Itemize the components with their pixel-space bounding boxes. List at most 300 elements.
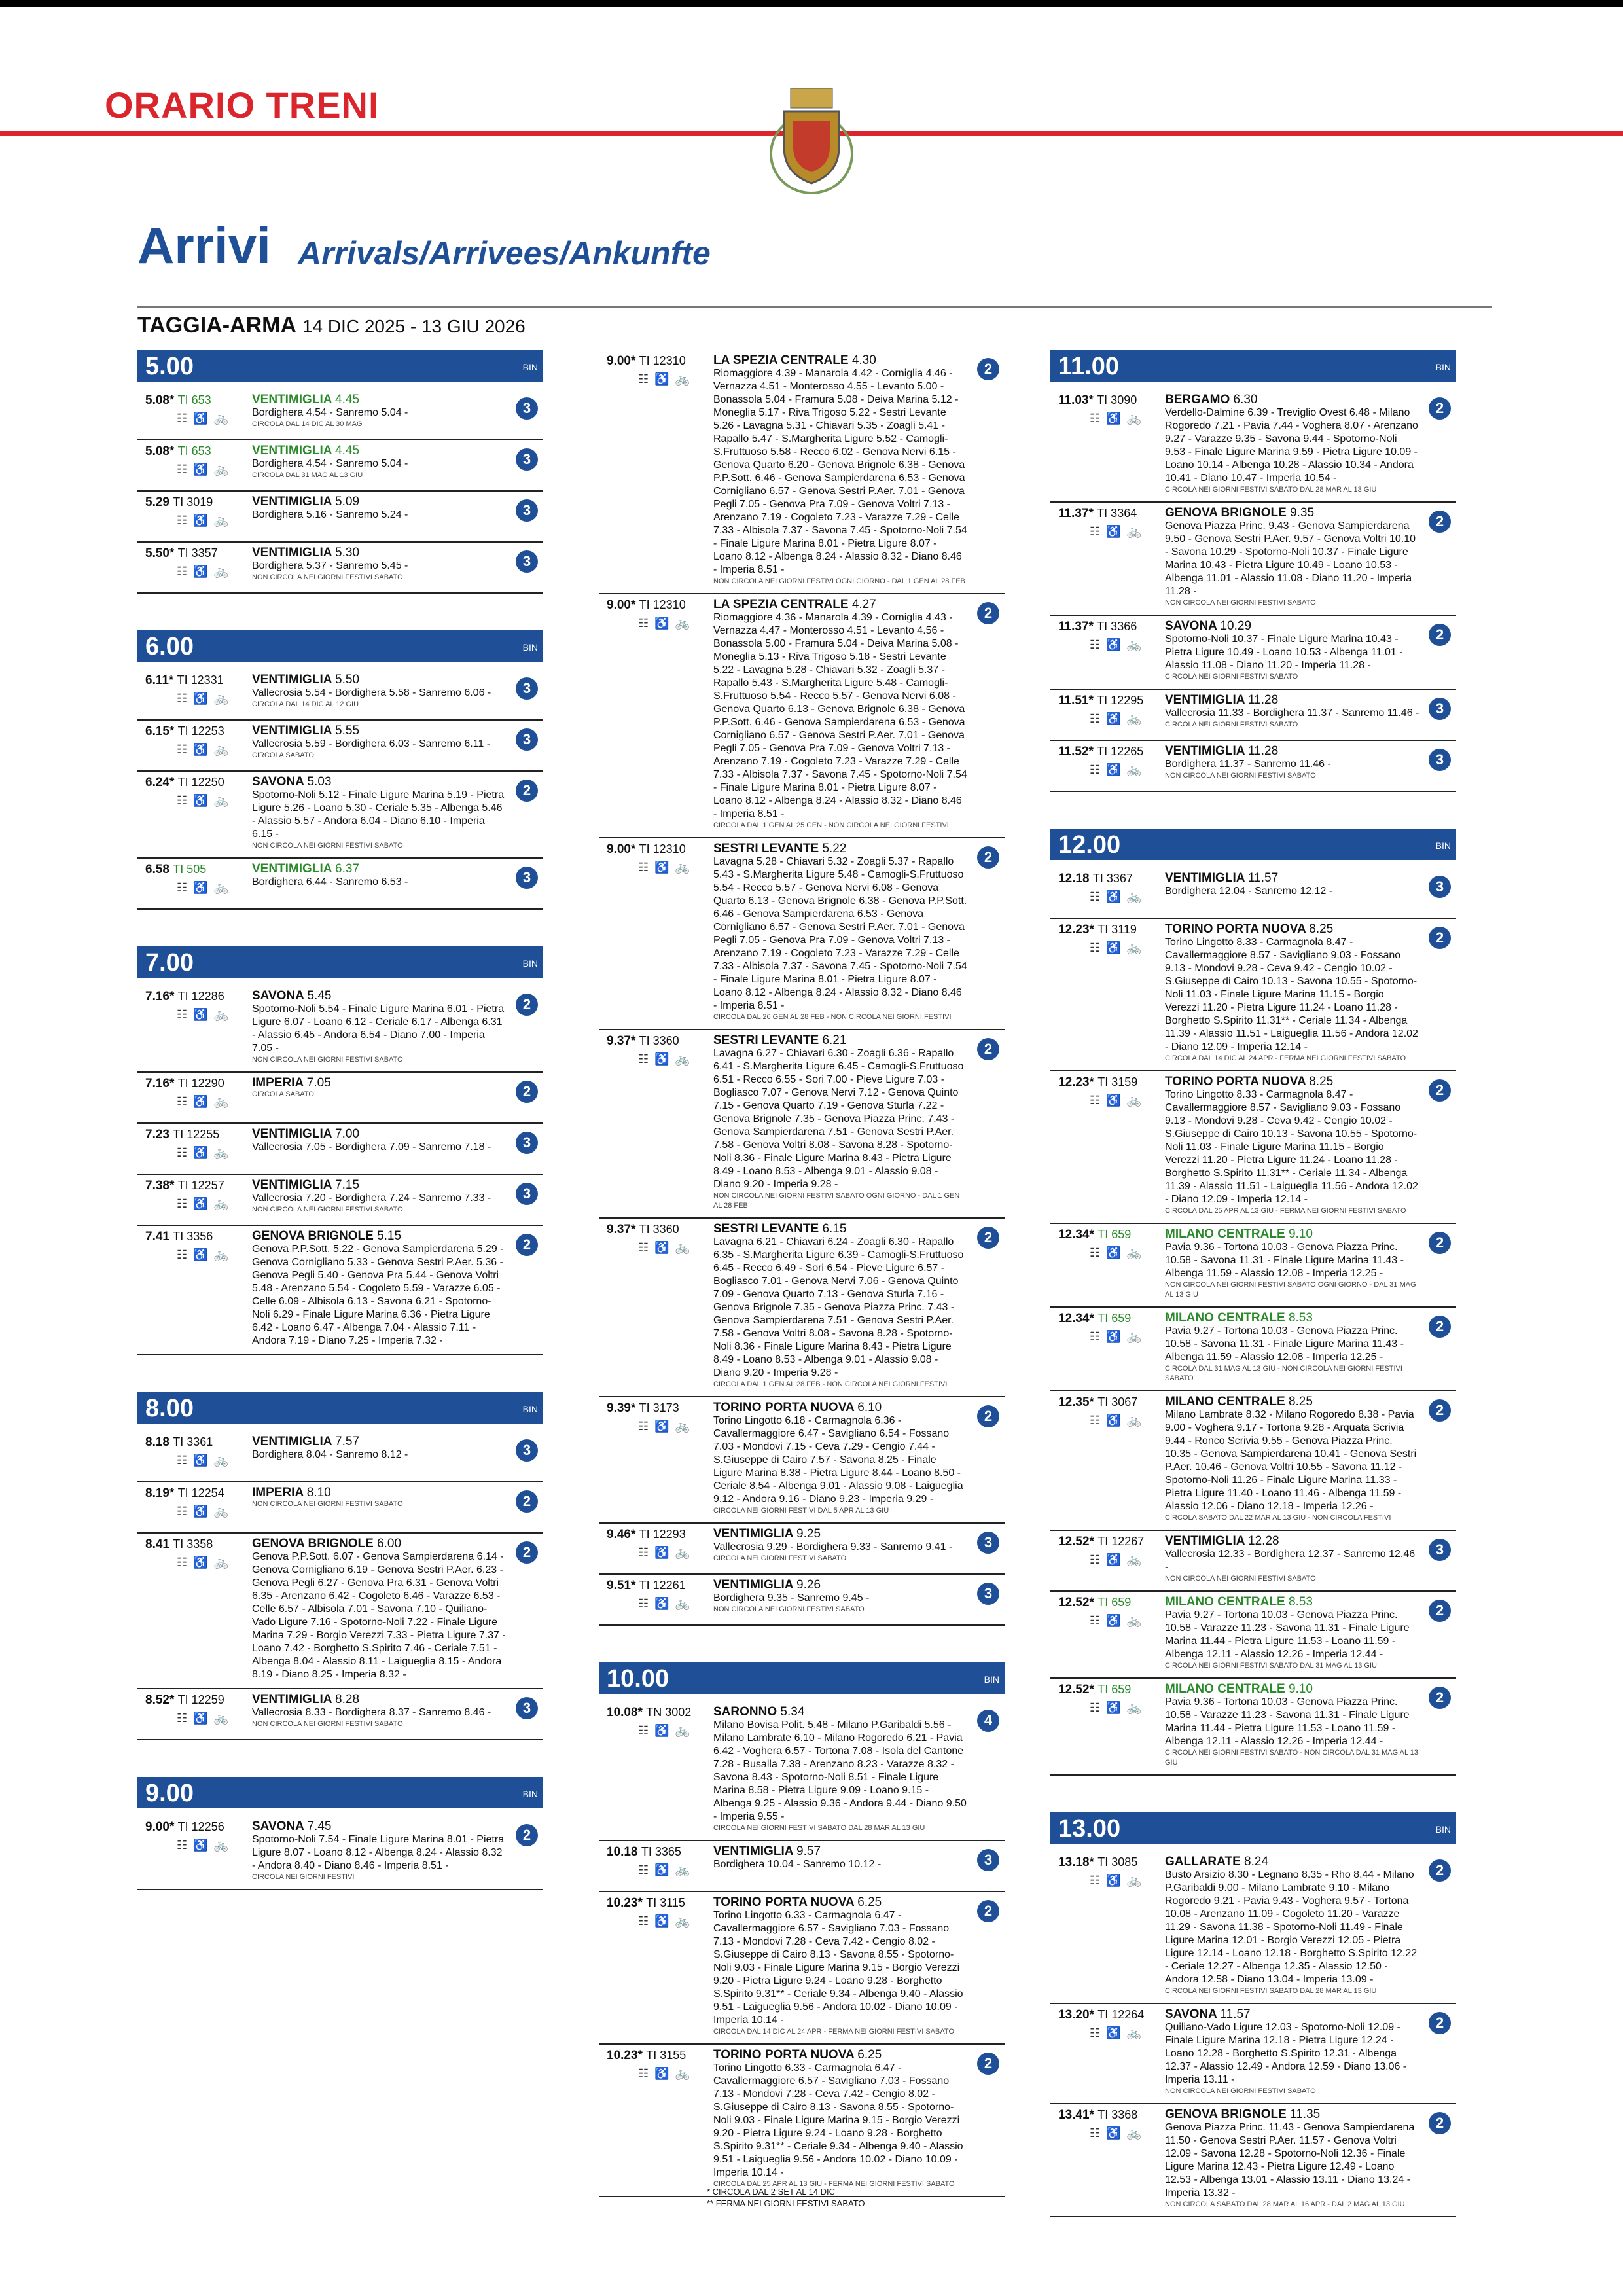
platform-badge: 3 xyxy=(516,1439,538,1462)
origin-station: VENTIMIGLIA 11.28 xyxy=(1165,693,1279,707)
train-number: TI 3115 xyxy=(646,1896,685,1909)
arrival-time: 9.00* TI 12310 xyxy=(607,598,686,612)
train-details xyxy=(252,495,507,522)
origin-station: VENTIMIGLIA 6.37 xyxy=(252,862,360,876)
intermediate-stops: Milano Bovisa Polit. 5.48 - Milano P.Garibaldi 5.56 - Milano Lambrate 6.10 - Milano Rogoredo 6.21 - Pavia 6.42 - Voghera 6.57 - Tortona 7.08 - Isola del Cantone 7.28 - Busalla 7.38 - Arenzano 8.23 - Varazze 8.32 - Savona 8.43 - Spotorno-Noli 8.51 - Finale Ligure Marina 8.58 - Pietra Ligure 9.09 - Loano 9.15 - Albenga 9.25 - Alassio 9.36 - Andora 9.44 - Diano 9.50 - Imperia 9.55 - xyxy=(713,1719,967,1822)
service-icons: ☷ ♿ 🚲 xyxy=(1090,890,1143,903)
service-note: CIRCOLA DAL 1 GEN AL 28 FEB - NON CIRCOLA NEI GIORNI FESTIVI xyxy=(713,1380,948,1388)
arrival-time: 9.37* TI 3360 xyxy=(607,1223,679,1236)
train-entry[interactable] xyxy=(1050,690,1456,741)
service-note: NON CIRCOLA NEI GIORNI FESTIVI SABATO xyxy=(252,1720,403,1728)
train-entry[interactable] xyxy=(1050,919,1456,1071)
platform-badge: 2 xyxy=(516,1824,538,1846)
train-entry[interactable] xyxy=(137,492,543,543)
train-entry[interactable] xyxy=(599,1524,1005,1575)
service-note: CIRCOLA NEI GIORNI FESTIVI DAL 5 APR AL 13 GIU xyxy=(713,1507,889,1515)
origin-station: IMPERIA 8.10 xyxy=(252,1486,331,1499)
train-details xyxy=(713,1528,968,1564)
train-entry[interactable] xyxy=(1050,1224,1456,1308)
train-entry[interactable] xyxy=(599,1575,1005,1626)
train-details xyxy=(1165,1596,1419,1671)
platform-badge: 3 xyxy=(516,1132,538,1154)
train-entry[interactable] xyxy=(599,838,1005,1030)
arrival-time: 7.16* TI 12286 xyxy=(145,990,224,1003)
service-note: NON CIRCOLA NEI GIORNI FESTIVI SABATO OGNI GIORNO - DAL 1 GEN AL 28 FEB xyxy=(713,1192,960,1210)
train-details xyxy=(713,1034,968,1211)
service-note: CIRCOLA DAL 14 DIC AL 24 APR - FERMA NEI GIORNI FESTIVI SABATO xyxy=(713,2028,954,2036)
service-note: NON CIRCOLA NEI GIORNI FESTIVI SABATO xyxy=(252,1056,403,1064)
train-number: TI 3364 xyxy=(1097,507,1137,520)
service-icons: ☷ ♿ 🚲 xyxy=(638,861,691,874)
train-details xyxy=(252,547,507,583)
service-note: CIRCOLA DAL 26 GEN AL 28 FEB - NON CIRCOLA NEI GIORNI FESTIVI xyxy=(713,1013,952,1021)
train-number: TI 3173 xyxy=(639,1401,679,1414)
service-icons: ☷ ♿ 🚲 xyxy=(177,1454,230,1467)
origin-station: GALLARATE 8.24 xyxy=(1165,1855,1269,1869)
intermediate-stops: Riomaggiore 4.36 - Manarola 4.39 - Corniglia 4.43 - Vernazza 4.47 - Monterosso 4.51 - Levanto 4.56 - Bonassola 5.00 - Framura 5.04 - Deiva Marina 5.08 - Moneglia 5.13 - Riva Trigoso 5.18 - Sestri Levante 5.22 - Lavagna 5.28 - Chiavari 5.32 - Zoagli 5.37 - Rapallo 5.43 - S.Margherita Ligure 5.48 - Camogli-S.Fruttuoso 5.54 - Recco 5.57 - Genova Nervi 6.08 - Genova Quarto 6.13 - Genova Brignole 6.38 - Genova P.P.Sott. 6.46 - Genova Sampierdarena 6.53 - Genova Cornigliano 6.57 - Genova Sestri P.Aer. 7.01 - Genova Pegli 7.05 - Genova Pra 7.09 - Genova Voltri 7.13 - Arenzano 7.19 - Cogoleto 7.23 - Varazze 7.29 - Celle 7.33 - Albisola 7.37 - Savona 7.45 - Spotorno-Noli 7.54 - Finale Ligure Marina 8.01 - Pietra Ligure 8.07 - Loano 8.12 - Albenga 8.24 - Alassio 8.32 - Diano 8.46 - Imperia 8.51 - xyxy=(713,612,967,819)
train-details xyxy=(713,1845,968,1871)
intermediate-stops: Pavia 9.27 - Tortona 10.03 - Genova Piazza Princ. 10.58 - Savona 11.31 - Finale Ligure Marina 11.43 - Albenga 11.59 - Alassio 12.08 - Imperia 12.25 - xyxy=(1165,1325,1404,1363)
train-number: TI 659 xyxy=(1097,1312,1132,1325)
intermediate-stops: Bordighera 11.37 - Sanremo 11.46 - xyxy=(1165,759,1331,770)
origin-station: GENOVA BRIGNOLE 11.35 xyxy=(1165,2108,1321,2121)
train-number: TI 12286 xyxy=(177,990,224,1003)
train-entry[interactable] xyxy=(1050,1308,1456,1391)
service-icons: ☷ ♿ 🚲 xyxy=(1090,1701,1143,1714)
train-entry[interactable] xyxy=(137,721,543,772)
intermediate-stops: Torino Lingotto 6.33 - Carmagnola 6.47 - Cavallermaggiore 6.57 - Savigliano 7.03 - Fossano 7.13 - Mondovi 7.28 - Ceva 7.42 - Cengio 8.02 - S.Giuseppe di Cairo 8.13 - Savona 8.55 - Spotorno-Noli 9.03 - Finale Ligure Marina 9.15 - Borgio Verezzi 9.20 - Pietra Ligure 9.24 - Loano 9.28 - Borghetto S.Spirito 9.31** - Ceriale 9.34 - Albenga 9.40 - Alassio 9.51 - Laigueglia 9.56 - Andora 10.02 - Diano 10.09 - Imperia 10.14 - xyxy=(713,2062,963,2178)
arrival-time: 8.52* TI 12259 xyxy=(145,1693,224,1707)
service-icons: ☷ ♿ 🚲 xyxy=(638,1052,691,1066)
hour-header-5: 5.00 BIN xyxy=(137,350,543,382)
intermediate-stops: Vallecrosia 7.20 - Bordighera 7.24 - Sanremo 7.33 - xyxy=(252,1193,491,1204)
arrival-time: 11.37* TI 3366 xyxy=(1058,620,1137,634)
intermediate-stops: Spotorno-Noli 5.12 - Finale Ligure Marina 5.19 - Pietra Ligure 5.26 - Loano 5.30 - Ceriale 5.35 - Albenga 5.46 - Alassio 5.57 - Andora 6.04 - Diano 6.10 - Imperia 6.15 - xyxy=(252,789,505,840)
train-details xyxy=(252,444,507,480)
train-entry[interactable] xyxy=(1050,2004,1456,2104)
arrival-time: 8.41 TI 3358 xyxy=(145,1537,213,1551)
arrival-time: 10.08* TN 3002 xyxy=(607,1706,692,1719)
arrival-time: 12.35* TI 3067 xyxy=(1058,1395,1138,1409)
train-entry[interactable] xyxy=(599,1892,1005,2045)
origin-station: SAVONA 5.45 xyxy=(252,989,332,1003)
platform-badge: 3 xyxy=(516,1697,538,1719)
train-details xyxy=(713,1401,968,1516)
arrival-time: 8.19* TI 12254 xyxy=(145,1486,224,1500)
platform-badge: 2 xyxy=(516,1541,538,1564)
origin-station: VENTIMIGLIA 5.30 xyxy=(252,546,360,560)
intermediate-stops: Bordighera 4.54 - Sanremo 5.04 - xyxy=(252,407,408,418)
train-number: TI 3365 xyxy=(641,1845,681,1858)
arrival-time: 6.24* TI 12250 xyxy=(145,776,224,789)
intermediate-stops: Spotorno-Noli 10.37 - Finale Ligure Marina 10.43 - Pietra Ligure 10.49 - Loano 10.53 - Albenga 11.01 - Alassio 11.08 - Diano 11.20 - Imperia 11.28 - xyxy=(1165,634,1403,671)
service-icons: ☷ ♿ 🚲 xyxy=(638,1597,691,1610)
service-icons: ☷ ♿ 🚲 xyxy=(177,565,230,578)
service-icons: ☷ ♿ 🚲 xyxy=(1090,1094,1143,1107)
page-title: Arrivi xyxy=(137,217,271,274)
platform-badge: 2 xyxy=(1429,624,1451,646)
train-details xyxy=(252,1435,507,1462)
intermediate-stops: Bordighera 10.04 - Sanremo 10.12 - xyxy=(713,1859,882,1870)
intermediate-stops: Verdello-Dalmine 6.39 - Treviglio Ovest 6.48 - Milano Rogoredo 7.21 - Pavia 7.44 - Voghera 8.07 - Arenzano 9.27 - Varazze 9.35 - Savona 9.44 - Spotorno-Noli 9.53 - Finale Ligure Marina 9.59 - Pietra Ligure 10.09 - Loano 10.14 - Albenga 10.28 - Alassio 10.34 - Andora 10.41 - Diano 10.47 - Imperia 10.54 - xyxy=(1165,407,1418,484)
service-note: CIRCOLA DAL 14 DIC AL 24 APR - FERMA NEI GIORNI FESTIVI SABATO xyxy=(1165,1054,1406,1062)
intermediate-stops: Genova Piazza Princ. 11.43 - Genova Sampierdarena 11.50 - Genova Sestri P.Aer. 11.57 - Genova Voltri 12.09 - Savona 12.28 - Spotorno-Noli 12.36 - Finale Ligure Marina 12.43 - Pietra Ligure 12.49 - Loano 12.53 - Albenga 13.01 - Alassio 13.11 - Diano 13.24 - Imperia 13.32 - xyxy=(1165,2122,1415,2198)
service-note: NON CIRCOLA SABATO DAL 28 MAR AL 16 APR - DAL 2 MAG AL 13 GIU xyxy=(1165,2200,1405,2208)
intermediate-stops: Lavagna 6.21 - Chiavari 6.24 - Zoagli 6.30 - Rapallo 6.35 - S.Margherita Ligure 6.39 - Camogli-S.Fruttuoso 6.45 - Recco 6.49 - Sori 6.54 - Pieve Ligure 6.57 - Bogliasco 7.01 - Genova Nervi 7.06 - Genova Quinto 7.09 - Genova Quarto 7.13 - Genova Sturla 7.16 - Genova Brignole 7.35 - Genova Piazza Princ. 7.43 - Genova Sampierdarena 7.51 - Genova Sestri P.Aer. 7.58 - Genova Voltri 8.08 - Savona 8.28 - Spotorno-Noli 8.36 - Finale Ligure Marina 8.43 - Pietra Ligure 8.49 - Loano 8.53 - Albenga 9.01 - Alassio 9.08 - Diano 9.20 - Imperia 9.28 - xyxy=(713,1236,964,1378)
train-details xyxy=(252,1179,507,1215)
origin-station: VENTIMIGLIA 7.00 xyxy=(252,1127,360,1141)
arrival-time: 7.16* TI 12290 xyxy=(145,1077,224,1090)
train-entry[interactable] xyxy=(1050,1531,1456,1592)
platform-badge: 2 xyxy=(1429,511,1451,533)
train-details xyxy=(713,1579,968,1615)
service-note: NON CIRCOLA NEI GIORNI FESTIVI SABATO xyxy=(252,1206,403,1213)
platform-badge: 2 xyxy=(977,1038,999,1060)
train-number: TI 12293 xyxy=(639,1528,686,1541)
train-number: TI 3368 xyxy=(1097,2108,1138,2121)
service-icons: ☷ ♿ 🚲 xyxy=(1090,1414,1143,1427)
arrival-time: 9.39* TI 3173 xyxy=(607,1401,679,1415)
service-note: CIRCOLA DAL 14 DIC AL 12 GIU xyxy=(252,700,359,708)
hour-header-11: 11.00 BIN xyxy=(1050,350,1456,382)
origin-station: VENTIMIGLIA 7.57 xyxy=(252,1435,360,1448)
intermediate-stops: Pavia 9.36 - Tortona 10.03 - Genova Piazza Princ. 10.58 - Varazze 11.23 - Savona 11.31 - Finale Ligure Marina 11.44 - Pietra Ligure 11.53 - Loano 11.59 - Albenga 12.11 - Alassio 12.26 - Imperia 12.44 - xyxy=(1165,1696,1410,1747)
service-note: NON CIRCOLA NEI GIORNI FESTIVI SABATO OGNI GIORNO - DAL 31 MAG AL 13 GIU xyxy=(1165,1281,1416,1299)
service-note: CIRCOLA DAL 14 DIC AL 30 MAG xyxy=(252,420,363,428)
train-number: TI 12253 xyxy=(177,725,224,738)
train-entry[interactable] xyxy=(599,2045,1005,2197)
origin-station: SAVONA 11.57 xyxy=(1165,2007,1251,2021)
service-note: CIRCOLA SABATO xyxy=(252,1090,314,1098)
intermediate-stops: Pavia 9.27 - Tortona 10.03 - Genova Piazza Princ. 10.58 - Varazze 11.23 - Savona 11.31 - Finale Ligure Marina 11.44 - Pietra Ligure 11.53 - Loano 11.59 - Albenga 12.11 - Alassio 12.26 - Imperia 12.44 - xyxy=(1165,1609,1410,1660)
service-note: CIRCOLA SABATO xyxy=(252,751,314,759)
service-icons: ☷ ♿ 🚲 xyxy=(177,881,230,894)
train-entry[interactable] xyxy=(1050,616,1456,690)
intermediate-stops: Vallecrosia 7.05 - Bordighera 7.09 - Sanremo 7.18 - xyxy=(252,1141,491,1153)
train-number: TI 12264 xyxy=(1097,2008,1145,2021)
platform-badge: 2 xyxy=(977,1227,999,1249)
arrival-time: 5.08* TI 653 xyxy=(145,393,211,407)
intermediate-stops: Lavagna 5.28 - Chiavari 5.32 - Zoagli 5.37 - Rapallo 5.43 - S.Margherita Ligure 5.48 - Camogli-S.Fruttuoso 5.54 - Recco 5.57 - Genova Nervi 6.08 - Genova Quarto 6.13 - Genova Brignole 6.38 - Genova P.P.Sott. 6.46 - Genova Sampierdarena 6.53 - Genova Cornigliano 6.57 - Genova Sestri P.Aer. 7.01 - Genova Pegli 7.05 - Genova Pra 7.09 - Genova Voltri 7.13 - Arenzano 7.19 - Cogoleto 7.23 - Varazze 7.29 - Celle 7.33 - Albisola 7.37 - Savona 7.45 - Spotorno-Noli 7.54 - Finale Ligure Marina 8.01 - Pietra Ligure 8.07 - Loano 8.12 - Albenga 8.24 - Alassio 8.32 - Diano 8.46 - Imperia 8.51 - xyxy=(713,856,967,1011)
train-details xyxy=(252,1537,507,1681)
train-entry[interactable] xyxy=(1050,1391,1456,1531)
train-details xyxy=(1165,872,1419,898)
intermediate-stops: Vallecrosia 5.54 - Bordighera 5.58 - Sanremo 6.06 - xyxy=(252,687,491,698)
service-icons: ☷ ♿ 🚲 xyxy=(638,1546,691,1559)
train-number: TI 659 xyxy=(1097,1228,1132,1241)
train-entry[interactable] xyxy=(1050,389,1456,503)
train-entry[interactable] xyxy=(137,986,543,1073)
train-entry[interactable] xyxy=(137,1431,543,1482)
origin-station: VENTIMIGLIA 9.26 xyxy=(713,1578,821,1592)
platform-badge: 3 xyxy=(516,499,538,522)
town-crest-icon xyxy=(766,82,857,196)
origin-station: TORINO PORTA NUOVA 8.25 xyxy=(1165,1075,1334,1088)
train-details xyxy=(1165,1228,1419,1300)
service-icons: ☷ ♿ 🚲 xyxy=(177,794,230,807)
intermediate-stops: Genova P.P.Sott. 5.22 - Genova Sampierdarena 5.29 - Genova Cornigliano 5.33 - Genova Sestri P.Aer. 5.36 - Genova Pegli 5.40 - Genova Pra 5.44 - Genova Voltri 5.48 - Arenzano 5.54 - Cogoleto 5.59 - Varazze 6.05 - Celle 6.09 - Albisola 6.13 - Savona 6.21 - Spotorno-Noli 6.29 - Finale Ligure Marina 6.36 - Pietra Ligure 6.42 - Loano 6.47 - Albenga 7.04 - Alassio 7.11 - Andora 7.19 - Diano 7.25 - Imperia 7.32 - xyxy=(252,1244,504,1346)
arrival-time: 12.52* TI 659 xyxy=(1058,1596,1132,1609)
train-entry[interactable] xyxy=(137,440,543,492)
hour-header-10: 10.00 BIN xyxy=(599,1662,1005,1694)
service-note: CIRCOLA DAL 31 MAG AL 13 GIU - NON CIRCOLA NEI GIORNI FESTIVI SABATO xyxy=(1165,1365,1402,1382)
arrival-time: 13.18* TI 3085 xyxy=(1058,1856,1138,1869)
origin-station: GENOVA BRIGNOLE 9.35 xyxy=(1165,506,1315,520)
train-details xyxy=(252,1128,507,1154)
train-entry[interactable] xyxy=(599,1841,1005,1892)
train-number: TI 653 xyxy=(177,444,211,457)
origin-station: VENTIMIGLIA 7.15 xyxy=(252,1178,360,1192)
service-note: NON CIRCOLA NEI GIORNI FESTIVI SABATO xyxy=(252,1500,403,1508)
origin-station: BERGAMO 6.30 xyxy=(1165,393,1258,406)
train-details xyxy=(713,1706,968,1833)
origin-station: SESTRI LEVANTE 6.15 xyxy=(713,1222,847,1236)
service-icons: ☷ ♿ 🚲 xyxy=(177,1505,230,1518)
train-entry[interactable] xyxy=(1050,1852,1456,2004)
origin-station: MILANO CENTRALE 9.10 xyxy=(1165,1227,1313,1241)
train-entry[interactable] xyxy=(599,350,1005,594)
platform-badge: 4 xyxy=(977,1710,999,1732)
platform-badge: 2 xyxy=(516,994,538,1016)
arrival-time: 9.00* TI 12310 xyxy=(607,354,686,368)
arrival-time: 6.58 TI 505 xyxy=(145,863,207,876)
intermediate-stops: Riomaggiore 4.39 - Manarola 4.42 - Corniglia 4.46 - Vernazza 4.51 - Monterosso 4.55 - Levanto 5.00 - Bonassola 5.04 - Framura 5.08 - Deiva Marina 5.12 - Moneglia 5.17 - Riva Trigoso 5.22 - Sestri Levante 5.26 - Lavagna 5.31 - Chiavari 5.35 - Zoagli 5.41 - Rapallo 5.47 - S.Margherita Ligure 5.52 - Camogli-S.Fruttuoso 5.58 - Recco 6.02 - Genova Nervi 6.15 - Genova Quarto 6.20 - Genova Brignole 6.38 - Genova P.P.Sott. 6.46 - Genova Sampierdarena 6.53 - Genova Cornigliano 6.57 - Genova Sestri P.Aer. 7.01 - Genova Pegli 7.05 - Genova Pra 7.09 - Genova Voltri 7.13 - Arenzano 7.19 - Cogoleto 7.23 - Varazze 7.29 - Celle 7.33 - Albisola 7.37 - Savona 7.45 - Spotorno-Noli 7.54 - Finale Ligure Marina 8.01 - Pietra Ligure 8.07 - Loano 8.12 - Albenga 8.24 - Alassio 8.32 - Diano 8.46 - Imperia 8.51 - xyxy=(713,368,967,575)
arrival-time: 5.08* TI 653 xyxy=(145,444,211,458)
platform-badge: 3 xyxy=(516,397,538,420)
train-number: TI 3367 xyxy=(1092,872,1133,885)
origin-station: VENTIMIGLIA 4.45 xyxy=(252,393,360,406)
platform-badge: 3 xyxy=(977,1849,999,1871)
service-icons: ☷ ♿ 🚲 xyxy=(638,1914,691,1928)
train-entry[interactable] xyxy=(137,772,543,859)
service-icons: ☷ ♿ 🚲 xyxy=(1090,525,1143,538)
train-entry[interactable] xyxy=(1050,868,1456,919)
train-details xyxy=(252,776,507,851)
origin-station: VENTIMIGLIA 9.25 xyxy=(713,1527,821,1541)
train-details xyxy=(713,598,968,831)
train-number: TI 505 xyxy=(173,863,207,876)
arrival-time: 11.51* TI 12295 xyxy=(1058,694,1144,708)
arrival-time: 9.00* TI 12310 xyxy=(607,842,686,856)
arrival-time: 9.51* TI 12261 xyxy=(607,1579,686,1592)
train-details xyxy=(252,1230,507,1348)
origin-station: SAVONA 5.03 xyxy=(252,775,332,789)
arrival-time: 5.29 TI 3019 xyxy=(145,495,213,509)
train-details xyxy=(1165,2008,1419,2096)
train-entry[interactable] xyxy=(1050,1592,1456,1679)
platform-badge: 2 xyxy=(1429,1079,1451,1102)
arrival-time: 9.46* TI 12293 xyxy=(607,1528,686,1541)
intermediate-stops: Spotorno-Noli 7.54 - Finale Ligure Marina 8.01 - Pietra Ligure 8.07 - Loano 8.12 - Albenga 8.24 - Alassio 8.32 - Andora 8.40 - Diano 8.46 - Imperia 8.51 - xyxy=(252,1834,505,1871)
service-icons: ☷ ♿ 🚲 xyxy=(177,1839,230,1852)
origin-station: GENOVA BRIGNOLE 5.15 xyxy=(252,1229,402,1243)
service-note: CIRCOLA NEI GIORNI FESTIVI SABATO xyxy=(1165,721,1298,728)
service-note: NON CIRCOLA NEI GIORNI FESTIVI SABATO xyxy=(252,573,403,581)
train-entry[interactable] xyxy=(599,1030,1005,1219)
rule xyxy=(137,306,1492,308)
train-details xyxy=(713,354,968,586)
train-number: TI 3085 xyxy=(1097,1856,1138,1869)
intermediate-stops: Quiliano-Vado Ligure 12.03 - Spotorno-Noli 12.09 - Finale Ligure Marina 12.18 - Pietra Ligure 12.24 - Loano 12.28 - Borghetto S.Spirito 12.31 - Albenga 12.37 - Alassio 12.49 - Andora 12.59 - Diano 13.06 - Imperia 13.11 - xyxy=(1165,2022,1407,2085)
train-details xyxy=(1165,1312,1419,1384)
platform-badge: 3 xyxy=(516,448,538,471)
train-number: TI 3067 xyxy=(1097,1395,1138,1408)
train-details xyxy=(252,990,507,1065)
origin-station: GENOVA BRIGNOLE 6.00 xyxy=(252,1537,402,1551)
origin-station: MILANO CENTRALE 8.53 xyxy=(1165,1311,1313,1325)
origin-station: SESTRI LEVANTE 6.21 xyxy=(713,1033,847,1047)
service-icons: ☷ ♿ 🚲 xyxy=(177,692,230,705)
service-icons: ☷ ♿ 🚲 xyxy=(1090,412,1143,425)
service-note: CIRCOLA SABATO DAL 22 MAR AL 13 GIU - NON CIRCOLA FESTIVI xyxy=(1165,1514,1391,1522)
service-note: CIRCOLA NEI GIORNI FESTIVI SABATO DAL 28 MAR AL 13 GIU xyxy=(713,1824,925,1832)
origin-station: SAVONA 10.29 xyxy=(1165,619,1252,633)
hour-header-13: 13.00 BIN xyxy=(1050,1812,1456,1844)
footnotes xyxy=(707,2186,865,2210)
train-entry[interactable] xyxy=(1050,2104,1456,2217)
train-number: TI 3361 xyxy=(173,1435,213,1448)
intermediate-stops: Bordighera 5.16 - Sanremo 5.24 - xyxy=(252,509,408,520)
page-subtitle: Arrivals/Arrivees/Ankunfte xyxy=(298,235,711,272)
origin-station: VENTIMIGLIA 5.50 xyxy=(252,673,360,687)
origin-station: TORINO PORTA NUOVA 6.25 xyxy=(713,1895,882,1909)
train-details xyxy=(713,1896,968,2037)
platform-badge: 3 xyxy=(977,1583,999,1605)
intermediate-stops: Bordighera 4.54 - Sanremo 5.04 - xyxy=(252,458,408,469)
intermediate-stops: Milano Lambrate 8.32 - Milano Rogoredo 8.38 - Pavia 9.00 - Voghera 9.17 - Tortona 9.28 - Arquata Scrivia 9.44 - Ronco Scrivia 9.55 - Genova Piazza Princ. 10.35 - Genova Sampierdarena 10.41 - Genova Sestri P.Aer. 10.46 - Genova Voltri 10.55 - Savona 11.12 - Spotorno-Noli 11.26 - Finale Ligure Marina 11.33 - Pietra Ligure 11.40 - Loano 11.46 - Albenga 11.59 - Alassio 12.06 - Diano 12.18 - Imperia 12.26 - xyxy=(1165,1409,1417,1512)
train-number: TI 12310 xyxy=(639,598,686,611)
service-note: CIRCOLA DAL 25 APR AL 13 GIU - FERMA NEI GIORNI FESTIVI SABATO xyxy=(1165,1207,1406,1215)
train-number: TI 3090 xyxy=(1097,393,1137,406)
train-number: TI 12254 xyxy=(177,1486,224,1499)
service-note: NON CIRCOLA NEI GIORNI FESTIVI SABATO xyxy=(1165,599,1316,607)
train-details xyxy=(1165,694,1419,730)
column-3 xyxy=(1050,350,1456,2217)
intermediate-stops: Torino Lingotto 6.33 - Carmagnola 6.47 - Cavallermaggiore 6.57 - Savigliano 7.03 - Fossano 7.13 - Mondovi 7.28 - Ceva 7.42 - Cengio 8.02 - S.Giuseppe di Cairo 8.13 - Savona 8.55 - Spotorno-Noli 9.03 - Finale Ligure Marina 9.15 - Borgio Verezzi 9.20 - Pietra Ligure 9.24 - Loano 9.28 - Borghetto S.Spirito 9.31** - Ceriale 9.34 - Albenga 9.40 - Alassio 9.51 - Laigueglia 9.56 - Andora 10.02 - Diano 10.09 - Imperia 10.14 - xyxy=(713,1910,963,2026)
train-entry[interactable] xyxy=(137,670,543,721)
intermediate-stops: Bordighera 12.04 - Sanremo 12.12 - xyxy=(1165,886,1333,897)
train-number: TI 3356 xyxy=(173,1230,213,1243)
station-name: TAGGIA-ARMA xyxy=(137,313,296,338)
train-entry[interactable] xyxy=(1050,1071,1456,1224)
train-entry[interactable] xyxy=(137,859,543,910)
train-entry[interactable] xyxy=(137,1816,543,1890)
arrival-time: 12.23* TI 3159 xyxy=(1058,1075,1138,1089)
train-entry[interactable] xyxy=(1050,503,1456,616)
service-icons: ☷ ♿ 🚲 xyxy=(638,372,691,386)
train-entry[interactable] xyxy=(137,1124,543,1175)
train-number: TI 3119 xyxy=(1097,923,1137,936)
platform-badge: 2 xyxy=(516,1081,538,1103)
train-entry[interactable] xyxy=(137,389,543,440)
intermediate-stops: Lavagna 6.27 - Chiavari 6.30 - Zoagli 6.36 - Rapallo 6.41 - S.Margherita Ligure 6.45 - Camogli-S.Fruttuoso 6.51 - Recco 6.55 - Sori 7.00 - Pieve Ligure 7.03 - Bogliasco 7.07 - Genova Nervi 7.12 - Genova Quinto 7.15 - Genova Quarto 7.19 - Genova Sturla 7.22 - Genova Brignole 7.35 - Genova Piazza Princ. 7.43 - Genova Sampierdarena 7.51 - Genova Sestri P.Aer. 7.58 - Genova Voltri 8.08 - Savona 8.28 - Spotorno-Noli 8.36 - Finale Ligure Marina 8.43 - Pietra Ligure 8.49 - Loano 8.53 - Albenga 9.01 - Alassio 9.08 - Diano 9.20 - Imperia 9.28 - xyxy=(713,1048,964,1190)
platform-badge: 2 xyxy=(1429,1859,1451,1882)
train-details xyxy=(713,842,968,1022)
intermediate-stops: Vallecrosia 9.29 - Bordighera 9.33 - Sanremo 9.41 - xyxy=(713,1541,953,1552)
service-note: CIRCOLA NEI GIORNI FESTIVI SABATO DAL 31 MAG AL 13 GIU xyxy=(1165,1662,1377,1670)
service-note: NON CIRCOLA NEI GIORNI FESTIVI SABATO xyxy=(1165,772,1316,780)
intermediate-stops: Busto Arsizio 8.30 - Legnano 8.35 - Rho 8.44 - Milano P.Garibaldi 9.00 - Milano Lambrate 9.10 - Milano Rogoredo 9.21 - Pavia 9.43 - Voghera 9.57 - Tortona 10.08 - Arenzano 11.09 - Cogoleto 11.20 - Varazze 11.29 - Savona 11.38 - Spotorno-Noli 11.49 - Finale Ligure Marina 12.01 - Borgio Verezzi 12.05 - Pietra Ligure 12.14 - Loano 12.18 - Borghetto S.Spirito 12.22 - Ceriale 12.27 - Albenga 12.35 - Alassio 12.50 - Andora 12.58 - Diano 13.04 - Imperia 13.09 - xyxy=(1165,1869,1418,1985)
intermediate-stops: Torino Lingotto 8.33 - Carmagnola 8.47 - Cavallermaggiore 8.57 - Savigliano 9.03 - Fossano 9.13 - Mondovi 9.28 - Ceva 9.42 - Cengio 10.02 - S.Giuseppe di Cairo 10.13 - Savona 10.55 - Spotorno-Noli 11.03 - Finale Ligure Marina 11.15 - Borgio Verezzi 11.20 - Pietra Ligure 11.24 - Loano 11.28 - Borghetto S.Spirito 11.31** - Ceriale 11.34 - Albenga 11.39 - Alassio 11.51 - Laigueglia 11.56 - Andora 12.02 - Diano 12.09 - Imperia 12.14 - xyxy=(1165,1089,1418,1205)
train-details xyxy=(1165,620,1419,682)
train-entry[interactable] xyxy=(137,1689,543,1740)
intermediate-stops: Vallecrosia 5.59 - Bordighera 6.03 - Sanremo 6.11 - xyxy=(252,738,491,749)
origin-station: VENTIMIGLIA 11.57 xyxy=(1165,871,1279,885)
train-entry[interactable] xyxy=(599,1702,1005,1841)
platform-badge: 3 xyxy=(977,1532,999,1554)
train-number: TI 3360 xyxy=(639,1034,679,1047)
platform-badge: 2 xyxy=(1429,1399,1451,1422)
arrival-time: 12.18 TI 3367 xyxy=(1058,872,1133,886)
arrival-time: 10.23* TI 3155 xyxy=(607,2049,687,2062)
train-details xyxy=(1165,2108,1419,2210)
train-entry[interactable] xyxy=(137,1073,543,1124)
train-entry[interactable] xyxy=(137,1534,543,1689)
train-entry[interactable] xyxy=(1050,1679,1456,1776)
intermediate-stops: Bordighera 5.37 - Sanremo 5.45 - xyxy=(252,560,408,571)
service-icons: ☷ ♿ 🚲 xyxy=(1090,2026,1143,2039)
platform-badge: 2 xyxy=(977,602,999,624)
origin-station: VENTIMIGLIA 4.45 xyxy=(252,444,360,457)
train-details xyxy=(252,393,507,429)
origin-station: LA SPEZIA CENTRALE 4.30 xyxy=(713,353,876,367)
column-1 xyxy=(137,350,543,1890)
service-note: CIRCOLA NEI GIORNI FESTIVI SABATO xyxy=(713,1554,847,1562)
service-icons: ☷ ♿ 🚲 xyxy=(177,412,230,425)
intermediate-stops: Spotorno-Noli 5.54 - Finale Ligure Marina 6.01 - Pietra Ligure 6.07 - Loano 6.12 - Ceriale 6.17 - Albenga 6.31 - Alassio 6.45 - Andora 6.54 - Diano 7.00 - Imperia 7.05 - xyxy=(252,1003,505,1054)
train-entry[interactable] xyxy=(599,594,1005,838)
train-entry[interactable] xyxy=(599,1219,1005,1397)
train-entry[interactable] xyxy=(599,1397,1005,1524)
train-details xyxy=(713,1223,968,1390)
service-icons: ☷ ♿ 🚲 xyxy=(177,1197,230,1210)
hour-header-7: 7.00 BIN xyxy=(137,946,543,978)
origin-station: TORINO PORTA NUOVA 8.25 xyxy=(1165,922,1334,936)
hour-header-6: 6.00 BIN xyxy=(137,630,543,662)
arrival-time: 10.23* TI 3115 xyxy=(607,1896,685,1910)
train-entry[interactable] xyxy=(137,1175,543,1226)
platform-badge: 2 xyxy=(1429,1232,1451,1254)
service-icons: ☷ ♿ 🚲 xyxy=(1090,638,1143,651)
arrival-time: 8.18 TI 3361 xyxy=(145,1435,213,1449)
train-details xyxy=(252,863,507,889)
train-number: TI 659 xyxy=(1097,1683,1132,1696)
origin-station: TORINO PORTA NUOVA 6.10 xyxy=(713,1401,882,1414)
train-number: TI 12290 xyxy=(177,1077,224,1090)
platform-badge: 3 xyxy=(516,728,538,751)
intermediate-stops: Torino Lingotto 8.33 - Carmagnola 8.47 - Cavallermaggiore 8.57 - Savigliano 9.03 - Fossano 9.13 - Mondovi 9.28 - Ceva 9.42 - Cengio 10.02 - S.Giuseppe di Cairo 10.13 - Savona 10.55 - Spotorno-Noli 11.03 - Finale Ligure Marina 11.15 - Borgio Verezzi 11.20 - Pietra Ligure 11.24 - Loano 11.28 - Borghetto S.Spirito 11.31** - Ceriale 11.34 - Albenga 11.39 - Alassio 11.51 - Laigueglia 11.56 - Andora 12.02 - Diano 12.09 - Imperia 12.14 - xyxy=(1165,937,1418,1052)
train-number: TI 12259 xyxy=(177,1693,224,1706)
train-number: TN 3002 xyxy=(646,1706,692,1719)
train-entry[interactable] xyxy=(1050,741,1456,792)
origin-station: SESTRI LEVANTE 5.22 xyxy=(713,842,847,855)
intermediate-stops: Pavia 9.36 - Tortona 10.03 - Genova Piazza Princ. 10.58 - Savona 11.31 - Finale Ligure Marina 11.43 - Albenga 11.59 - Alassio 12.08 - Imperia 12.25 - xyxy=(1165,1242,1404,1279)
train-entry[interactable] xyxy=(137,1226,543,1355)
arrival-time: 7.23 TI 12255 xyxy=(145,1128,220,1141)
service-icons: ☷ ♿ 🚲 xyxy=(1090,712,1143,725)
train-number: TI 3019 xyxy=(173,495,213,509)
train-number: TI 659 xyxy=(1097,1596,1132,1609)
train-entry[interactable] xyxy=(137,543,543,594)
arrival-time: 11.52* TI 12265 xyxy=(1058,745,1144,759)
hour-header-12: 12.00 BIN xyxy=(1050,829,1456,860)
train-number: TI 12265 xyxy=(1097,745,1144,758)
train-entry[interactable] xyxy=(137,1482,543,1534)
service-icons: ☷ ♿ 🚲 xyxy=(1090,1330,1143,1343)
intermediate-stops: Bordighera 6.44 - Sanremo 6.53 - xyxy=(252,876,408,888)
service-icons: ☷ ♿ 🚲 xyxy=(177,514,230,527)
train-details xyxy=(1165,923,1419,1064)
